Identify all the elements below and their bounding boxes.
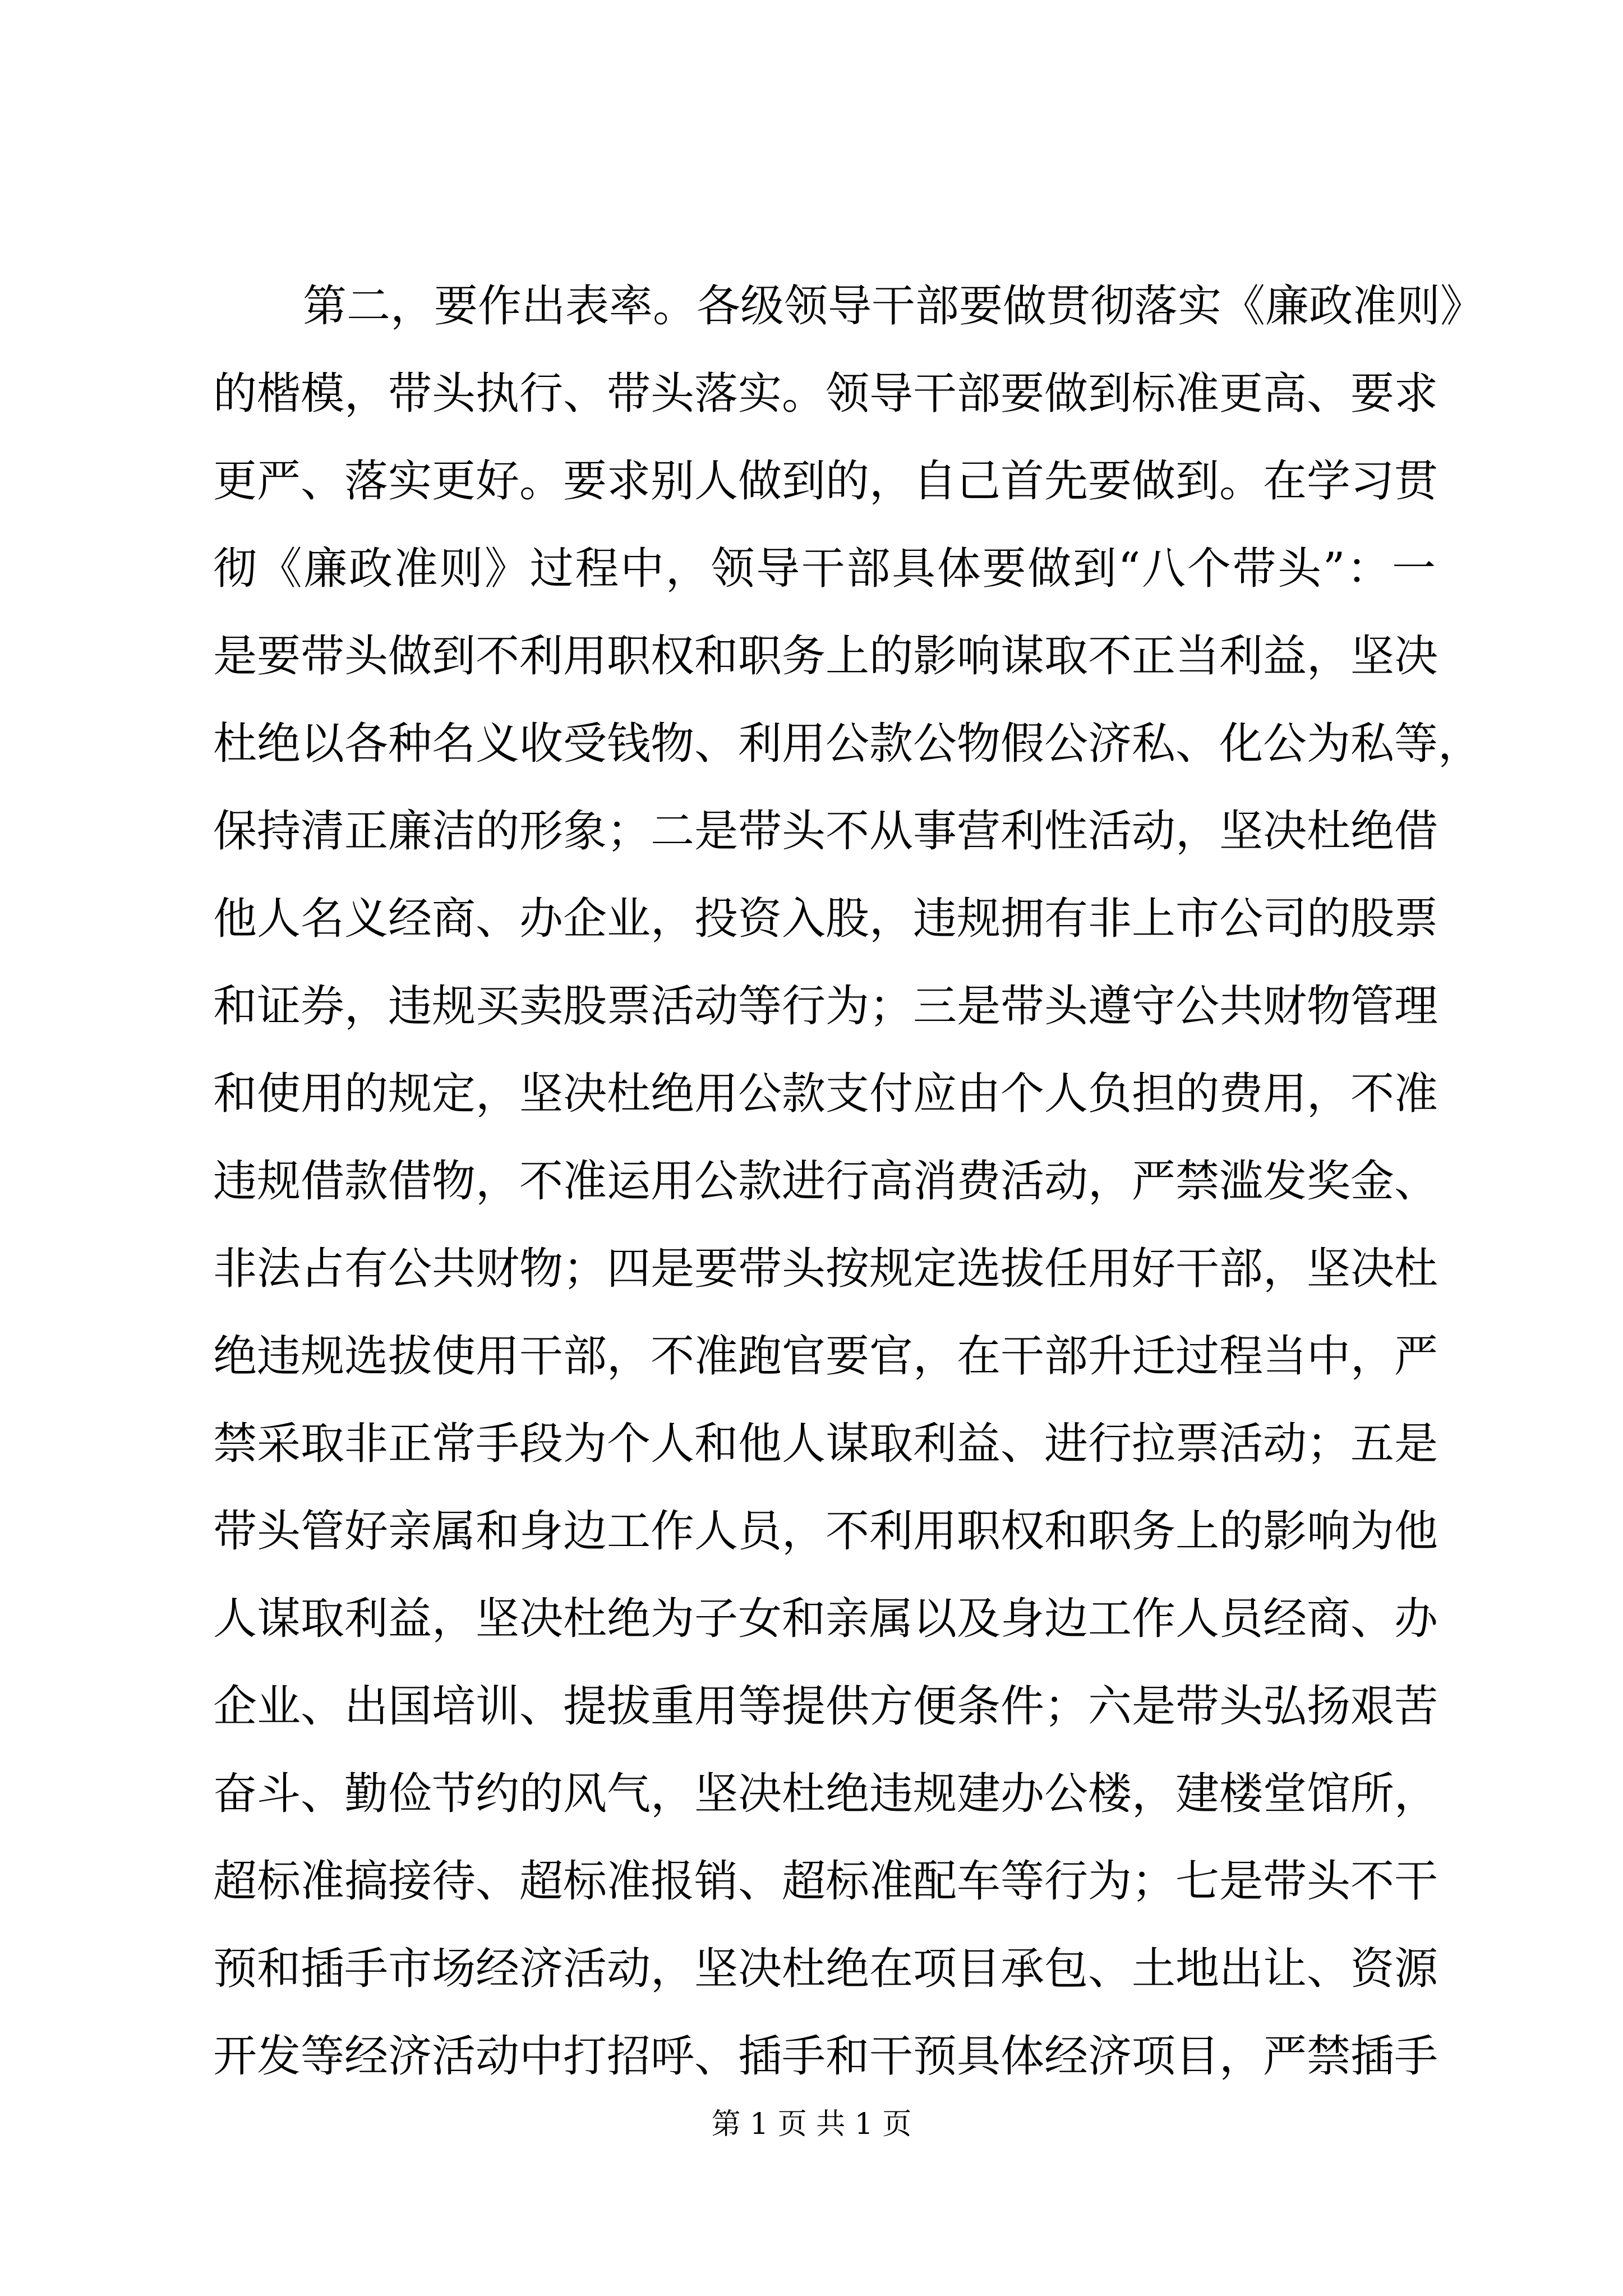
- paragraph-line: 和使用的规定，坚决杜绝用公款支付应由个人负担的费用，不准: [213, 1069, 1438, 1119]
- paragraph-line: 奋斗、勤俭节约的风气，坚决杜绝违规建办公楼，建楼堂馆所，: [213, 1769, 1438, 1819]
- paragraph-line: 彻《廉政准则》过程中，领导干部具体要做到“八个带头”：一: [213, 544, 1436, 594]
- paragraph-line: 带头管好亲属和身边工作人员，不利用职权和职务上的影响为他: [213, 1506, 1438, 1557]
- paragraph-line: 预和插手市场经济活动，坚决杜绝在项目承包、土地出让、资源: [213, 1944, 1438, 1994]
- paragraph-line: 人谋取利益，坚决杜绝为子女和亲属以及身边工作人员经商、办: [213, 1594, 1438, 1644]
- page-footer: 第 1 页 共 1 页: [711, 2108, 912, 2141]
- paragraph-line: 他人名义经商、办企业，投资入股，违规拥有非上市公司的股票: [213, 894, 1438, 944]
- paragraph-line: 绝违规选拔使用干部，不准跑官要官，在干部升迁过程当中，严: [213, 1331, 1438, 1382]
- paragraph-line: 超标准搞接待、超标准报销、超标准配车等行为；七是带头不干: [213, 1856, 1438, 1907]
- paragraph-line: 保持清正廉洁的形象；二是带头不从事营利性活动，坚决杜绝借: [213, 806, 1438, 857]
- paragraph-line: 更严、落实更好。要求别人做到的，自己首先要做到。在学习贯: [213, 456, 1438, 507]
- paragraph-line: 企业、出国培训、提拔重用等提供方便条件；六是带头弘扬艰苦: [213, 1681, 1438, 1732]
- paragraph-line: 是要带头做到不利用职权和职务上的影响谋取不正当利益，坚决: [213, 631, 1438, 682]
- paragraph-line: 的楷模，带头执行、带头落实。领导干部要做到标准更高、要求: [213, 369, 1438, 419]
- paragraph-line: 非法占有公共财物；四是要带头按规定选拔任用好干部，坚决杜: [213, 1244, 1438, 1294]
- paragraph-line: 开发等经济活动中打招呼、插手和干预具体经济项目，严禁插手: [213, 2031, 1438, 2082]
- body-paragraph: [213, 263, 1484, 2100]
- paragraph-line: 违规借款借物，不准运用公款进行高消费活动，严禁滥发奖金、: [213, 1156, 1438, 1207]
- paragraph-line: 第二，要作出表率。各级领导干部要做贯彻落实《廉政准则》: [303, 281, 1484, 332]
- paragraph-line: 和证券，违规买卖股票活动等行为；三是带头遵守公共财物管理: [213, 981, 1438, 1032]
- paragraph-line: 禁采取非正常手段为个人和他人谋取利益、进行拉票活动；五是: [213, 1419, 1438, 1469]
- paragraph-line: 杜绝以各种名义收受钱物、利用公款公物假公济私、化公为私等，: [213, 719, 1482, 769]
